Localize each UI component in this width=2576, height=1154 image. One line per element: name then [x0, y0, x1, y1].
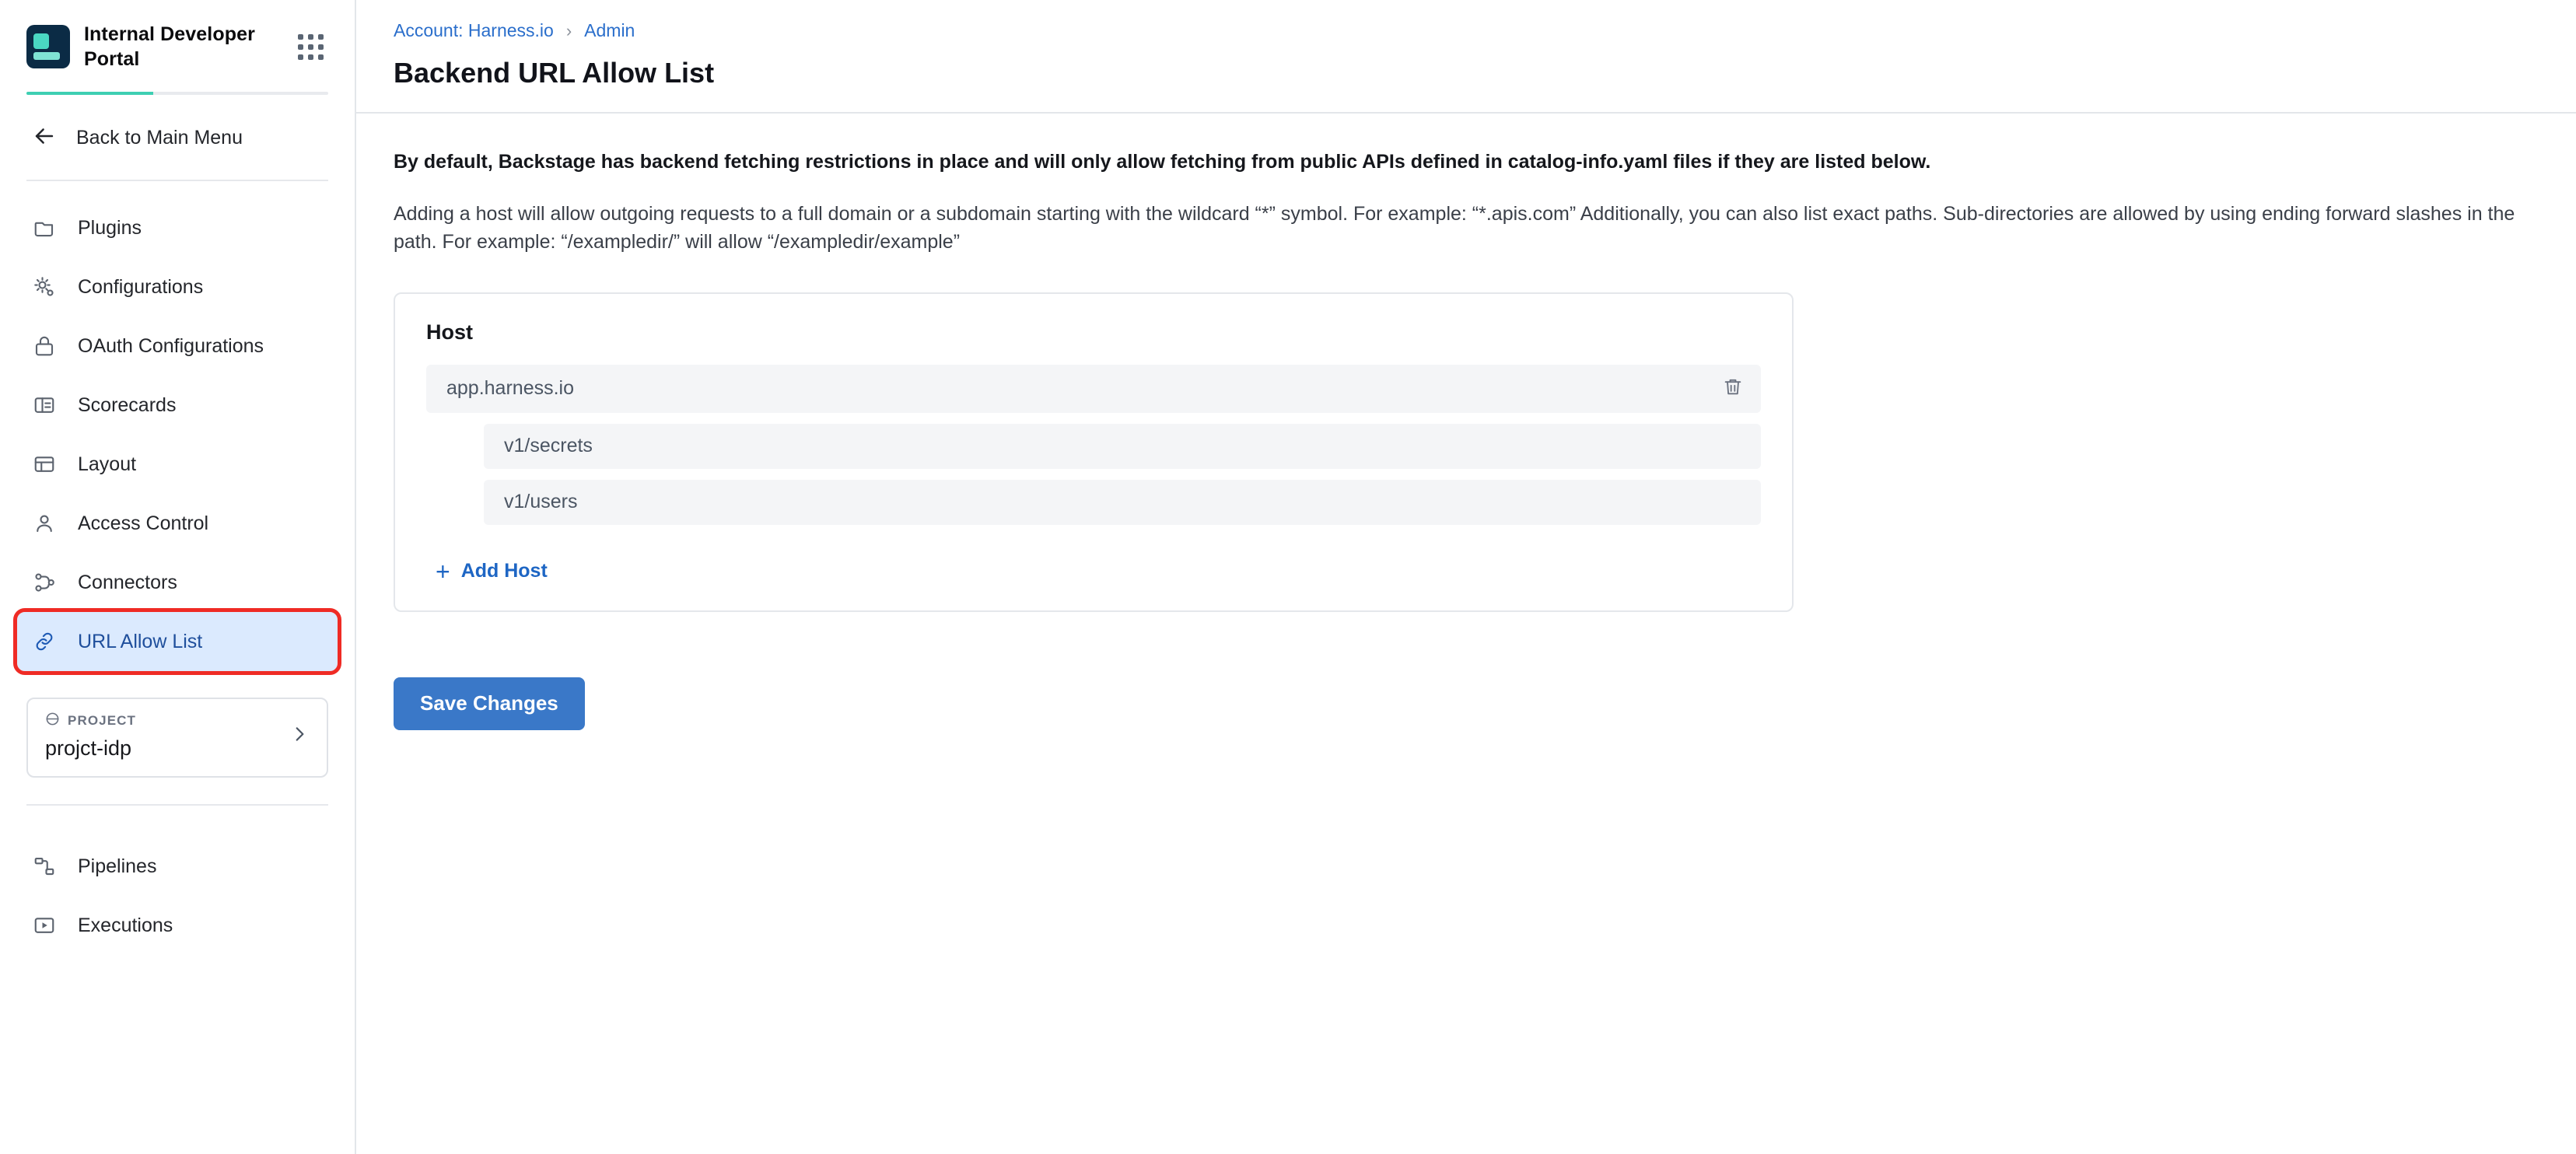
sidebar-bottom-nav: [0, 820, 355, 955]
sidebar-item-plugins[interactable]: [0, 198, 355, 257]
host-path-row[interactable]: [484, 424, 1761, 469]
sidebar-item-label: Layout: [78, 453, 137, 475]
host-allow-list-card: [394, 292, 1794, 612]
pipelines-icon: [31, 853, 58, 879]
plugins-icon: [31, 215, 58, 241]
sidebar-nav: [0, 181, 355, 671]
link-icon: [31, 628, 58, 655]
breadcrumb: [394, 20, 2539, 41]
sidebar-item-label: Connectors: [78, 571, 177, 593]
sidebar-item-layout[interactable]: [0, 435, 355, 494]
chevron-right-icon: [289, 724, 310, 749]
host-path-value: v1/secrets: [504, 435, 593, 456]
page-title: Backend URL Allow List: [394, 57, 715, 89]
breadcrumb-account[interactable]: Account: Harness.io: [394, 20, 554, 40]
project-icon: [45, 712, 60, 730]
add-host-button[interactable]: [436, 559, 548, 584]
lock-icon: [31, 333, 58, 359]
host-value: app.harness.io: [446, 377, 575, 399]
project-eyebrow-label: PROJECT: [68, 713, 136, 728]
user-icon: [31, 510, 58, 537]
sidebar-divider-bottom: [26, 804, 328, 806]
sidebar-item-configurations[interactable]: [0, 257, 355, 316]
save-changes-button[interactable]: Save Changes: [394, 677, 585, 730]
breadcrumb-admin[interactable]: Admin: [584, 20, 635, 40]
sidebar-item-label: Plugins: [78, 216, 142, 239]
host-path-row[interactable]: [484, 480, 1761, 525]
project-name: projct-idp: [45, 736, 132, 760]
harness-logo: [26, 25, 70, 68]
back-to-main-menu-label: Back to Main Menu: [76, 127, 243, 149]
intro-description-text: Adding a host will allow outgoing requests to a full domain or a subdomain starting with the wildcard “*” symbol. For example: “*.apis.com” Additionally, you can also list exact paths. Sub-directories are allowed by using ending forward slashes in the path. For example: “/exampledir/” will allow “/exampledir/example”: [394, 203, 2515, 254]
brand-title: Internal Developer Portal: [84, 23, 255, 70]
back-to-main-menu-button[interactable]: [0, 95, 355, 180]
chevron-right-icon: ›: [565, 20, 572, 40]
sidebar-item-connectors[interactable]: [0, 553, 355, 612]
sidebar-item-executions[interactable]: [0, 896, 355, 955]
add-host-label: Add Host: [460, 560, 548, 582]
sidebar: [0, 0, 356, 1154]
sidebar-item-label: Executions: [78, 914, 173, 936]
host-row[interactable]: [426, 365, 1761, 413]
arrow-left-icon: [31, 123, 58, 153]
page-content: [356, 114, 2576, 730]
trash-icon[interactable]: [1722, 376, 1744, 401]
gear-icon: [31, 274, 58, 300]
host-path-value: v1/users: [504, 491, 578, 512]
scorecard-icon: [31, 392, 58, 418]
page-header: [356, 0, 2576, 114]
sidebar-item-oauth-configurations[interactable]: [0, 316, 355, 376]
sidebar-item-label: Scorecards: [78, 393, 177, 416]
project-selector[interactable]: [26, 698, 328, 778]
brand-header: [0, 0, 355, 92]
host-column-header: Host: [426, 320, 473, 344]
sidebar-item-scorecards[interactable]: [0, 376, 355, 435]
main-panel: [356, 0, 2576, 1154]
plus-icon: +: [436, 557, 450, 586]
sidebar-item-access-control[interactable]: [0, 494, 355, 553]
grid-apps-icon[interactable]: [293, 30, 328, 65]
sidebar-item-label: Access Control: [78, 512, 209, 534]
sidebar-item-url-allow-list[interactable]: [17, 612, 338, 671]
sidebar-item-label: OAuth Configurations: [78, 334, 264, 357]
sidebar-item-pipelines[interactable]: [0, 837, 355, 896]
sidebar-item-label: URL Allow List: [78, 630, 203, 652]
layout-icon: [31, 451, 58, 477]
connector-icon: [31, 569, 58, 596]
intro-bold-text: By default, Backstage has backend fetching restrictions in place and will only allow fetching from public APIs defined in catalog-info.yaml files if they are listed below.: [394, 151, 1931, 173]
sidebar-item-label: Configurations: [78, 275, 204, 298]
sidebar-item-label: Pipelines: [78, 855, 157, 877]
executions-icon: [31, 912, 58, 939]
